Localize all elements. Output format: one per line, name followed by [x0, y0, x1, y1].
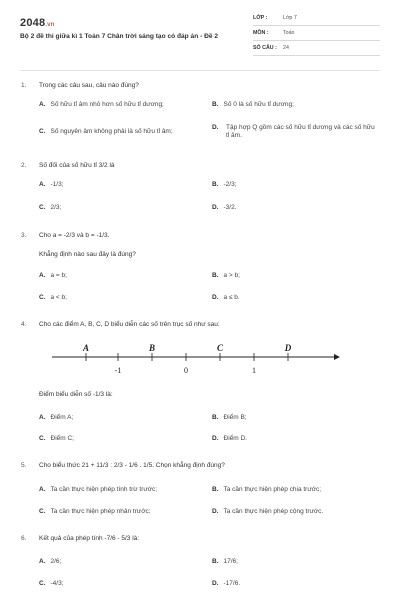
q3-option-d[interactable]: D. a ≤ b.	[212, 294, 240, 301]
q2-option-c[interactable]: C. 2/3;	[39, 204, 62, 211]
meta-class-value: Lớp 7	[283, 15, 297, 21]
q3-option-c[interactable]: C. a < b;	[39, 294, 67, 301]
q4-number: 4.	[21, 321, 27, 328]
number-line	[50, 341, 340, 381]
q1-number: 1.	[21, 82, 27, 89]
q6-option-d[interactable]: D. -17/6.	[212, 580, 241, 587]
q6-number: 6.	[21, 535, 27, 542]
q1-option-d[interactable]: D. Tập hợp Q gồm các số hữu tỉ dương và các số hữu tỉ âm.	[212, 124, 375, 140]
q6-text: Kết quả của phép tính -7/6 - 5/3 là:	[39, 535, 140, 542]
point-c-label: C	[216, 343, 224, 353]
q1-text: Trong các câu sau, câu nào đúng?	[39, 82, 139, 89]
header-divider	[20, 70, 380, 71]
q4-option-d[interactable]: D. Điểm D.	[212, 435, 247, 442]
q2-option-a[interactable]: A. -1/3;	[39, 181, 64, 188]
meta-subject-key: MÔN :	[253, 30, 269, 36]
q6-option-c[interactable]: C. -4/3;	[39, 580, 64, 587]
q1-option-b[interactable]: B. Số 0 là số hữu tỉ dương;	[212, 101, 294, 108]
tick-zero-label: 0	[184, 366, 188, 375]
q5-text: Cho biểu thức 21 + 11/3 : 2/3 - 1/6 . 1/5. Chọn khẳng định đúng?	[39, 462, 225, 469]
q3-text: Cho a = -2/3 và b = -1/3.	[39, 232, 110, 239]
point-a-label: A	[82, 343, 90, 353]
q4-option-b[interactable]: B. Điểm B;	[212, 414, 247, 421]
q5-option-a[interactable]: A. Ta cần thực hiện phép tính trừ trước;	[39, 486, 158, 493]
q4-text: Cho các điểm A, B, C, D biểu diễn các số trên trục số như sau:	[39, 321, 220, 328]
q2-text: Số đối của số hữu tỉ 3/2 là	[39, 162, 115, 169]
axis-arrow-icon	[334, 354, 340, 360]
point-d-label: D	[284, 343, 292, 353]
meta-subject-value: Toán	[283, 30, 295, 36]
site-logo[interactable]: 2048.vn	[20, 17, 55, 29]
q6-option-a[interactable]: A. 2/6;	[39, 558, 62, 565]
q5-option-b[interactable]: B. Ta cần thực hiện phép chia trước;	[212, 486, 322, 493]
q2-option-d[interactable]: D. -3/2.	[212, 204, 237, 211]
q5-number: 5.	[21, 462, 27, 469]
number-line-svg	[50, 341, 340, 381]
q2-option-b[interactable]: B. -2/3;	[212, 181, 237, 188]
q4-option-c[interactable]: C. Điểm C;	[39, 435, 74, 442]
meta-count-value: 24	[283, 45, 289, 51]
q6-option-b[interactable]: B. 17/6;	[212, 558, 238, 565]
q3-subtext: Khẳng định nào sau đây là đúng?	[39, 251, 136, 258]
meta-count-key: SỐ CÂU :	[253, 45, 277, 51]
q5-option-c[interactable]: C. Ta cần thực hiện phép nhân trước;	[39, 508, 151, 515]
tick-one-label: 1	[252, 366, 256, 375]
q2-number: 2.	[21, 162, 27, 169]
q4-option-a[interactable]: A. Điểm A;	[39, 414, 74, 421]
meta-subject-row	[253, 28, 380, 41]
q1-option-c[interactable]: C. Số nguyên âm không phải là số hữu tỉ âm;	[39, 128, 173, 135]
q3-number: 3.	[21, 232, 27, 239]
q5-option-d[interactable]: D. Ta cần thực hiện phép cộng trước.	[212, 508, 324, 515]
meta-count-row	[253, 43, 380, 56]
document-title: Bộ 2 đề thi giữa kì 1 Toán 7 Chân trời sáng tạo có đáp án - Đề 2	[20, 33, 219, 40]
q3-option-b[interactable]: B. a > b;	[212, 272, 240, 279]
point-b-label: B	[148, 343, 156, 353]
q3-option-a[interactable]: A. a = b;	[39, 272, 67, 279]
meta-class-row	[253, 13, 380, 26]
q1-option-a[interactable]: A. Số hữu tỉ âm nhỏ hơn số hữu tỉ dương;	[39, 101, 164, 108]
q4-subtext: Điểm biểu diễn số -1/3 là:	[39, 391, 113, 398]
tick-minus-one-label: -1	[114, 366, 122, 375]
meta-class-key: LỚP :	[253, 15, 268, 21]
